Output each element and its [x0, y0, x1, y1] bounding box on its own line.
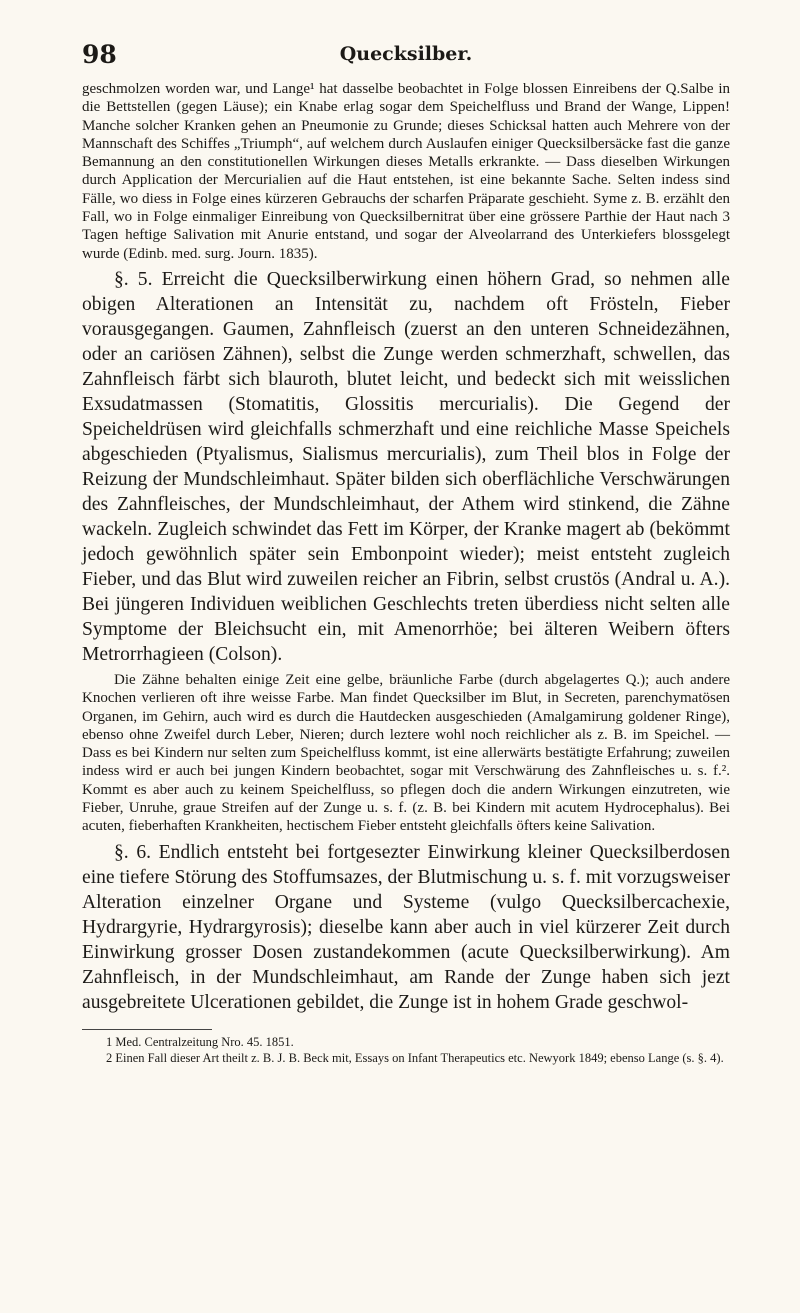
footnote-divider: [82, 1029, 212, 1030]
paragraph-continuation: geschmolzen worden war, und Lange¹ hat dasselbe beobachtet in Folge blossen Einreibens der Q.Salbe in die Bettstellen (gegen Läuse); ein Knabe erlag sogar dem Speichelfluss und Brand der Wange, Lippen! Manche solcher Kranken gehen an Pneumonie zu Grunde; dieses Schicksal hatten auch Mehrere von der Mannschaft des Schiffes „Triumph“, auf welchem durch Auslaufen einiger Quecksilbersäcke fast die ganze Bemannung an den constitutionellen Wirkungen dieses Metalls erkrankte. — Dass dieselben Wirkungen durch Application der Mercurialien auf die Haut entstehen, ist eine bekannte Sache. Selten indess sind Fälle, wo diess in Folge eines kürzeren Gebrauchs der scharfen Präparate geschieht. Syme z. B. erzählt den Fall, wo in Folge einmaliger Einreibung von Quecksilbernitrat über eine grössere Parthie der Haut nach 3 Tagen heftige Salivation mit Anurie entstand, und sogar der Alveolarrand des Unterkiefers blossgelegt wurde (Edinb. med. surg. Journ. 1835).: [82, 81, 730, 262]
book-page: [82, 40, 730, 1066]
page-header: [82, 40, 730, 80]
page-number: 98: [82, 40, 117, 69]
section-5-note: Die Zähne behalten einige Zeit eine gelbe, bräunliche Farbe (durch abgelagertes Q.); auch andere Knochen verlieren oft ihre weisse Farbe. Man findet Quecksilber im Blut, in Secreten, parenchymatösen Organen, im Gehirn, auch wird es durch die Hautdecken ausgeschieden (Amalgamirung goldener Ringe), ebenso ohne Zweifel durch Leber, Nieren; durch leztere wohl noch reichlicher als z. B. im Speichel. — Dass es bei Kindern nur selten zum Speichelfluss kommt, ist eine allerwärts bestätigte Erfahrung; zuweilen indess wird er auch bei jungen Kindern beobachtet, sogar mit Verschwärung des Zahnfleisches u. s. f.². Kommt es aber auch zu keinem Speichelfluss, so pflegen doch die andern Wirkungen einzutreten, wie Fieber, Unruhe, graue Streifen auf der Zunge u. s. f. (z. B. bei Kindern mit acutem Hydrocephalus). Bei acuten, fieberhaften Krankheiten, hectischem Fieber entsteht gleichfalls öfters keine Salivation.: [82, 671, 730, 835]
footnote-1: 1 Med. Centralzeitung Nro. 45. 1851.: [106, 1034, 294, 1049]
section-6-paragraph: §. 6. Endlich entsteht bei fortgesezter Einwirkung kleiner Quecksilberdosen eine tiefere Störung des Stoffumsazes, der Blutmischung u. s. f. mit vorzugsweiser Alteration einzelner Organe und Systeme (vulgo Quecksilbercachexie, Hydrargyrie, Hydrargyrosis); dieselbe kann aber auch in viel kürzerer Zeit durch Einwirkung grosser Dosen zustandekommen (acute Quecksilberwirkung). Am Zahnfleisch, in der Mundschleimhaut, am Rande der Zunge haben sich jezt ausgebreitete Ulcerationen gebildet, die Zunge ist in hohem Grade geschwol-: [82, 841, 730, 1013]
footnote-2: 2 Einen Fall dieser Art theilt z. B. J. B. Beck mit, Essays on Infant Therapeutics etc. Newyork 1849; ebenso Lange (s. §. 4).: [106, 1050, 724, 1065]
section-5-paragraph: §. 5. Erreicht die Quecksilberwirkung einen höhern Grad, so nehmen alle obigen Alterationen an Intensität zu, nachdem oft Frösteln, Fieber vorausgegangen. Gaumen, Zahnfleisch (zuerst an den unteren Schneidezähnen, oder an cariösen Zähnen), selbst die Zunge werden schmerzhaft, schwellen, das Zahnfleisch färbt sich blauroth, blutet leicht, und bedeckt sich mit weisslichen Exsudatmassen (Stomatitis, Glossitis mercurialis). Die Gegend der Speicheldrüsen wird gleichfalls schmerzhaft und eine reichliche Masse Speichels abgeschieden (Ptyalismus, Sialismus mercurialis), zum Theil blos in Folge der Reizung der Mundschleimhaut. Später bilden sich oberflächliche Verschwärungen des Zahnfleisches, der Mundschleimhaut, der Athem wird stinkend, die Zähne wackeln. Zugleich schwindet das Fett im Körper, der Kranke magert ab (bekömmt jedoch gewöhnlich später sein Embonpoint wieder); meist entsteht zugleich Fieber, und das Blut wird zuweilen reicher an Fibrin, selbst crustös (Andral u. A.). Bei jüngeren Individuen weiblichen Geschlechts treten überdiess nicht selten alle Symptome der Bleichsucht ein, mit Amenorrhöe; bei älteren Weibern öfters Metrorrhagieen (Colson).: [82, 268, 730, 665]
running-title: Quecksilber.: [339, 43, 473, 65]
